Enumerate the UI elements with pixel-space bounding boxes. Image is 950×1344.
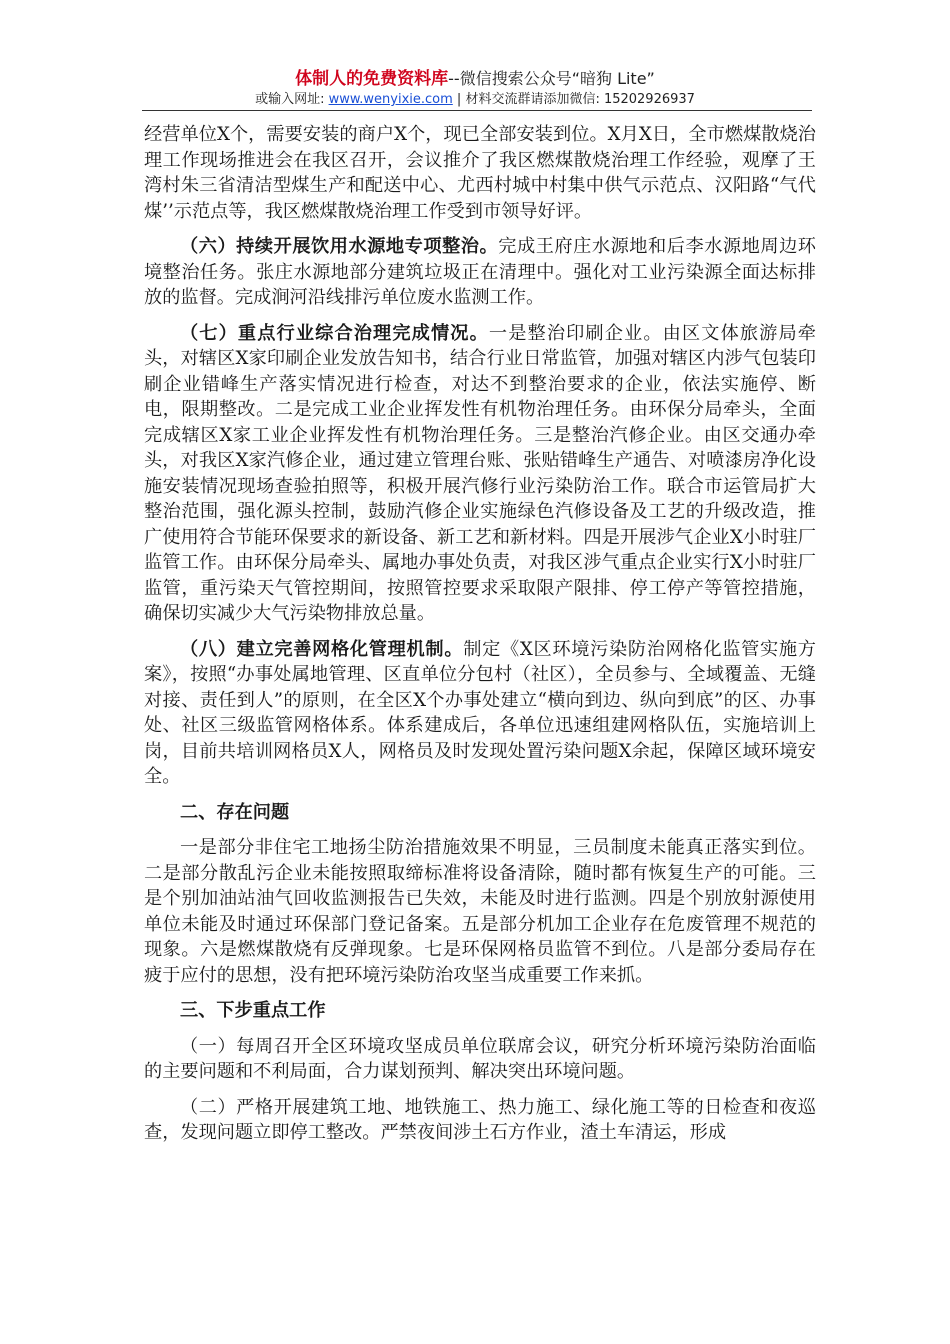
section-6-heading: （六）持续开展饮用水源地专项整治。 xyxy=(180,236,499,257)
paragraph-section-7 xyxy=(144,321,816,627)
section-8-heading: （八）建立完善网格化管理机制。 xyxy=(180,638,464,660)
paragraph-problems: 一是部分非住宅工地扬尘防治措施效果不明显，三员制度未能真正落实到位。二是部分散乱污企业未能按照取缔标准将设备清除，随时都有恢复生产的可能。三是个别加油站油气回收监测报告已失效，未能及时进行监测。四是个别放射源使用单位未能及时通过环保部门登记备案。五是部分机加工企业存在危废管理不规范的现象。六是燃煤散烧有反弹现象。七是环保网格员监管不到位。八是部分委局存在疲于应付的思想，没有把环境污染防治攻坚当成重要工作来抓。 xyxy=(144,837,816,986)
paragraph-section-6 xyxy=(144,234,816,311)
paragraph-next-step-1: （一）每周召开全区环境攻坚成员单位联席会议，研究分析环境污染防治面临的主要问题和不利局面，合力谋划预判、解决突出环境问题。 xyxy=(144,1035,816,1082)
header-wechat-hint: --微信搜索公众号“暗狗 Lite” xyxy=(448,69,655,88)
section-7-heading: （七）重点行业综合治理完成情况。 xyxy=(180,322,489,344)
paragraph-next-step-2: （二）严格开展建筑工地、地铁施工、热力施工、绿化施工等的日检查和夜巡查，发现问题立即停工整改。严禁夜间涉土石方作业，渣土车清运，形成 xyxy=(144,1096,816,1143)
header-url-prefix: 或输入网址: xyxy=(255,92,329,107)
section-8-text: 制定《X区环境污染防治网格化监管实施方案》，按照“办事处属地管理、区直单位分包村（社区），全员参与、全域覆盖、无缝对接、责任到人”的原则，在全区X个办事处建立“横向到边、纵向到底”的区、办事处、社区三级监管网格体系。体系建成后，各单位迅速组建网格队伍，实施培训上岗，目前共培训网格员X人，网格员及时发现处置污染问题X余起，保障区域环境安全。 xyxy=(144,638,816,787)
header-title-line xyxy=(0,68,950,90)
heading-problems: 二、存在问题 xyxy=(180,801,290,823)
header-contact-line xyxy=(0,91,950,109)
document-body xyxy=(144,122,816,1156)
page-header xyxy=(0,68,950,109)
header-contact-suffix: | 材料交流群请添加微信: 15202926937 xyxy=(452,92,695,107)
header-divider xyxy=(142,110,812,111)
header-site-name: 体制人的免费资料库 xyxy=(295,69,449,89)
heading-next-steps: 三、下步重点工作 xyxy=(180,1000,326,1021)
section-6-text: 完成王府庄水源地和后李水源地周边环境整治任务。张庄水源地部分建筑垃圾正在清理中。强化对工业污染源全面达标排放的监督。完成涧河沿线排污单位废水监测工作。 xyxy=(144,236,816,308)
header-url-link[interactable]: www.wenyixie.com xyxy=(328,92,453,107)
section-7-text: 一是整治印刷企业。由区文体旅游局牵头，对辖区X家印刷企业发放告知书，结合行业日常监管，加强对辖区内涉气包装印刷企业错峰生产落实情况进行检查，对达不到整治要求的企业，依法实施停、断电，限期整改。二是完成工业企业挥发性有机物治理任务。由环保分局牵头，全面完成辖区X家工业企业挥发性有机物治理任务。三是整治汽修企业。由区交通办牵头，对我区X家汽修企业，通过建立管理台账、张贴错峰生产通告、对喷漆房净化设施安装情况现场查验拍照等，积极开展汽修行业污染防治工作。联合市运管局扩大整治范围，强化源头控制，鼓励汽修企业实施绿色汽修设备及工艺的升级改造，推广使用符合节能环保要求的新设备、新工艺和新材料。四是开展涉气企业X小时驻厂监管工作。由环保分局牵头、属地办事处负责，对我区涉气重点企业实行X小时驻厂监管，重污染天气管控期间，按照管控要求采取限产限排、停工停产等管控措施，确保切实减少大气污染物排放总量。 xyxy=(144,322,816,624)
paragraph-continued: 经营单位X个，需要安装的商户X个，现已全部安装到位。X月X日，全市燃煤散烧治理工作现场推进会在我区召开，会议推介了我区燃煤散烧治理工作经验，观摩了王湾村朱三省清洁型煤生产和配送中心、尤西村城中村集中供气示范点、汉阳路“气代煤’’示范点等，我区燃煤散烧治理工作受到市领导好评。 xyxy=(144,124,816,222)
paragraph-section-8 xyxy=(144,637,816,790)
